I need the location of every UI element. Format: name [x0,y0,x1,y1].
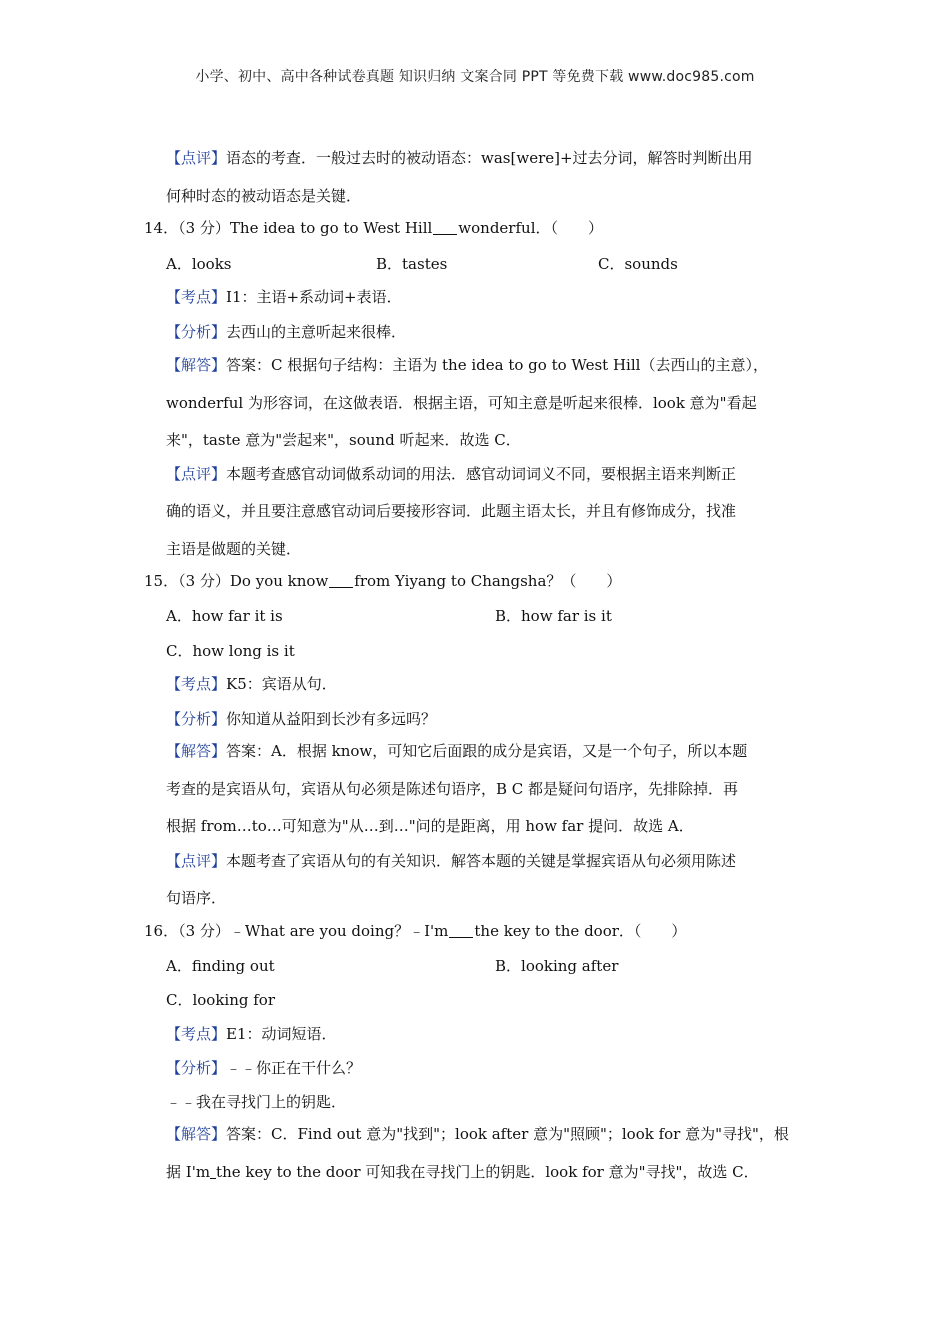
q14-answer-line-3: 来"，taste 意为"尝起来"，sound 听起来．故选 C． [166,431,521,449]
q16-answer-line-1: 【解答】答案：C．Find out 意为"找到"；look after 意为"照顾"；look for 意为"寻找"，根 [166,1125,789,1143]
answer-blank [449,923,473,938]
q14-answer-line-1: 【解答】答案：C 根据句子结构：主语为 the idea to go to West Hill（去西山的主意）， [166,356,768,374]
q16-analysis-line-2: ﹣﹣我在寻找门上的钥匙． [166,1093,347,1111]
q15-answer-line-1: 【解答】答案：A．根据 know，可知它后面跟的成分是宾语，又是一个句子，所以本题 [166,742,748,760]
q14-stem: 14．（3 分）The idea to go to West Hill wonderful．（ ） [144,219,603,237]
q16-option-a: A．finding out [166,957,275,975]
q16-point: 【考点】E1：动词短语． [166,1025,337,1043]
review-tag: 【点评】 [166,149,227,167]
q14-review-line-2: 确的语义，并且要注意感官动词后要接形容词．此题主语太长，并且有修饰成分，找准 [166,502,737,520]
prev-review-line-2: 何种时态的被动语态是关键． [166,187,362,205]
q15-option-a: A．how far it is [166,607,283,625]
q15-option-c: C．how long is it [166,642,295,660]
q14-analysis: 【分析】去西山的主意听起来很棒． [166,323,407,341]
q14-option-c: C．sounds [598,255,678,273]
q16-option-b: B．looking after [495,957,619,975]
q14-option-a: A．looks [166,255,232,273]
answer-blank [329,573,353,588]
q15-stem: 15．（3 分）Do you know from Yiyang to Changsha？（ ） [144,572,622,590]
q14-answer-line-2: wonderful 为形容词，在这做表语．根据主语，可知主意是听起来很棒．look 意为"看起 [166,394,757,412]
q15-answer-line-3: 根据 from…to…可知意为"从…到…"问的是距离，用 how far 提问．故选 A． [166,817,694,835]
q15-point: 【考点】K5：宾语从句． [166,675,337,693]
q15-review-line-2: 句语序． [166,889,227,907]
q14-review-line-3: 主语是做题的关键． [166,540,302,558]
q15-review-line-1: 【点评】本题考查了宾语从句的有关知识．解答本题的关键是掌握宾语从句必须用陈述 [166,852,737,870]
q16-analysis: 【分析】﹣﹣你正在干什么？ [166,1059,362,1077]
q15-option-b: B．how far is it [495,607,612,625]
page-header: 小学、初中、高中各种试卷真题 知识归纳 文案合同 PPT 等免费下载 www.doc985.com [195,69,755,85]
q15-analysis: 【分析】你知道从益阳到长沙有多远吗？ [166,710,437,728]
q14-option-b: B．tastes [376,255,448,273]
q15-answer-line-2: 考查的是宾语从句，宾语从句必须是陈述句语序，B C 都是疑问句语序，先排除掉．再 [166,780,739,798]
answer-blank [433,220,457,235]
q16-stem: 16．（3 分）﹣What are you doing？﹣I'm the key to the door．（ ） [144,922,687,940]
q16-answer-line-2: 据 I'm the key to the door 可知我在寻找门上的钥匙．look for 意为"寻找"，故选 C． [166,1163,759,1181]
prev-review-line-1: 【点评】语态的考查．一般过去时的被动语态：was[were]+过去分词，解答时判断出用 [166,149,753,167]
q14-review-line-1: 【点评】本题考查感官动词做系动词的用法．感官动词词义不同，要根据主语来判断正 [166,465,737,483]
q14-point: 【考点】I1：主语+系动词+表语． [166,288,402,306]
q16-option-c: C．looking for [166,991,276,1009]
